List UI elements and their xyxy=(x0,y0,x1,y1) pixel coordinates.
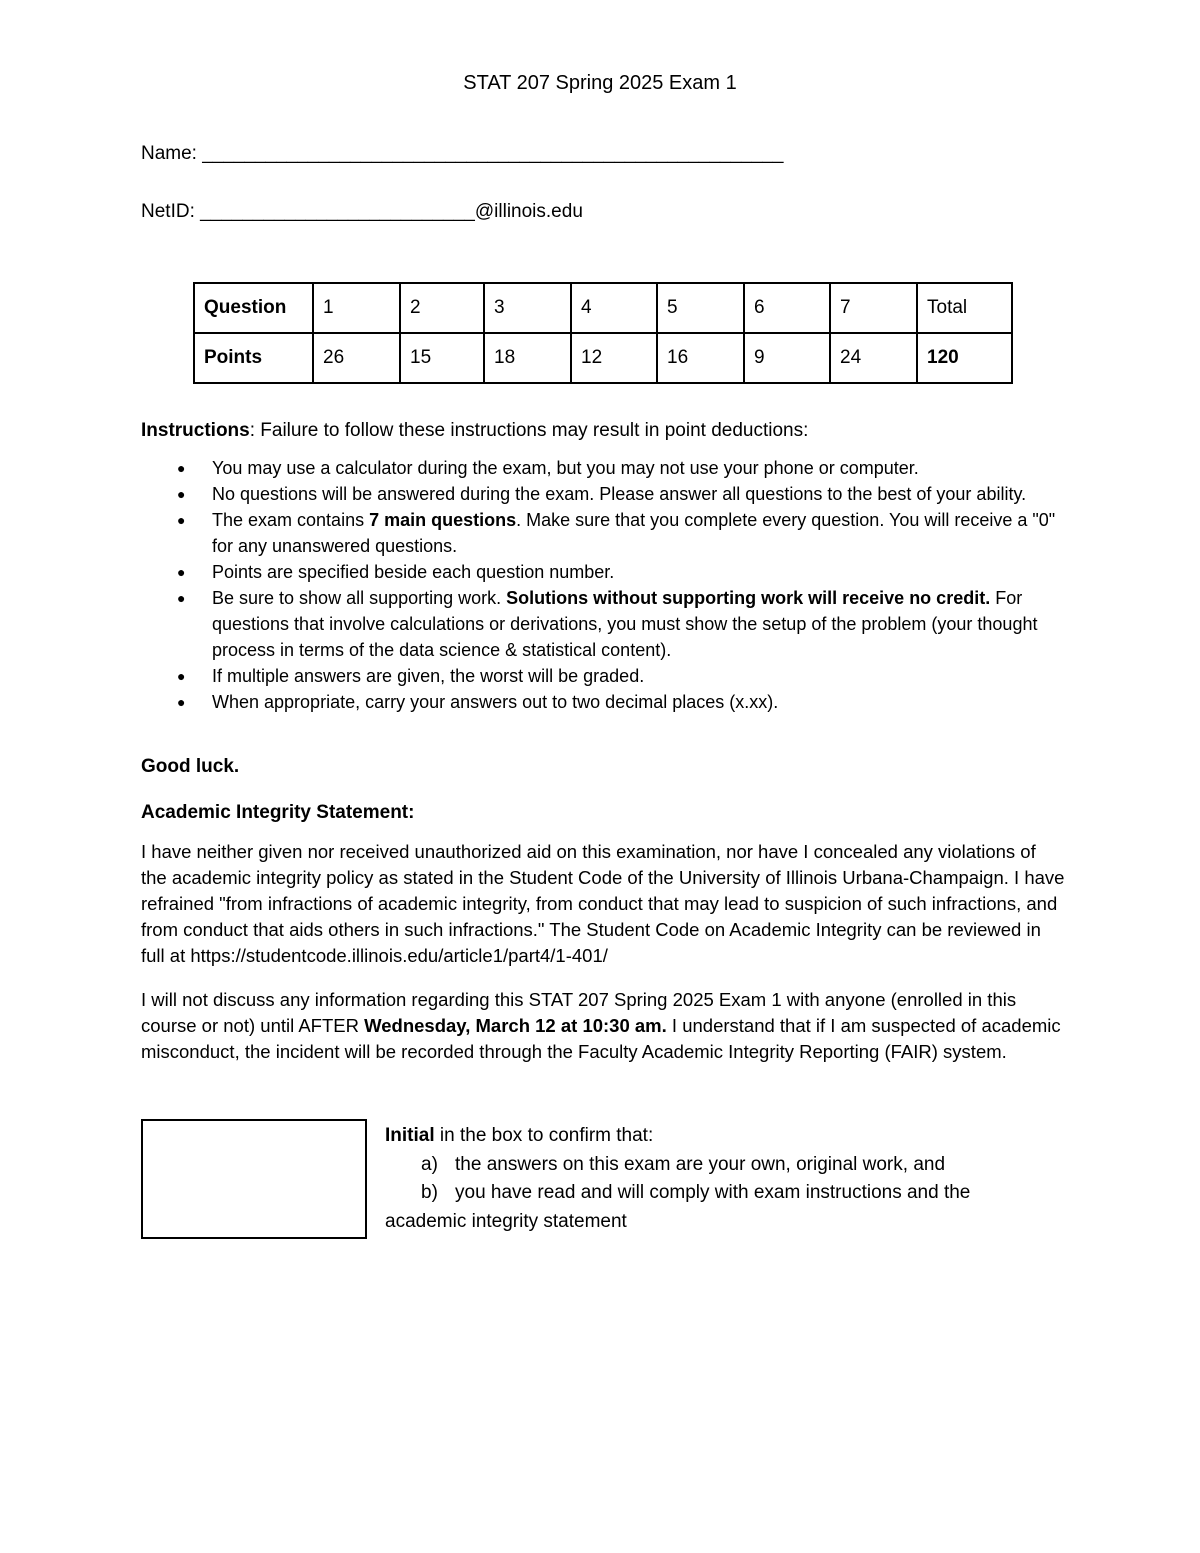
instructions-heading xyxy=(141,420,808,442)
bullet-icon: ● xyxy=(177,694,186,710)
good-luck-text: Good luck. xyxy=(141,756,240,777)
points-cell: 18 xyxy=(484,333,571,383)
item-text: you have read and will comply with exam instructions and the xyxy=(455,1182,971,1203)
instruction-text: When appropriate, carry your answers out to two decimal places (x.xx). xyxy=(212,692,779,712)
bullet-icon: ● xyxy=(177,564,186,580)
instructions-heading-rest: : Failure to follow these instructions may result in point deductions: xyxy=(249,420,809,441)
row-label-points: Points xyxy=(194,333,313,383)
points-table xyxy=(193,282,1013,384)
paragraph-text: I understand that if I am suspected of academic misconduct, the incident will be recorded through the Faculty Academic Integrity Reporting (FAIR) system. xyxy=(141,1015,1061,1062)
exam-title: STAT 207 Spring 2025 Exam 1 xyxy=(463,72,737,94)
list-item xyxy=(141,507,1061,559)
question-cell: 6 xyxy=(744,283,830,333)
instruction-text: Be sure to show all supporting work. xyxy=(212,588,507,608)
bullet-icon: ● xyxy=(177,460,186,476)
instruction-text: No questions will be answered during the exam. Please answer all questions to the best of your ability. xyxy=(212,484,1027,504)
bullet-icon: ● xyxy=(177,668,186,684)
bullet-icon: ● xyxy=(177,486,186,502)
item-text: the answers on this exam are your own, original work, and xyxy=(455,1153,946,1175)
instruction-text: If multiple answers are given, the worst will be graded. xyxy=(212,666,645,686)
list-item xyxy=(141,559,1061,585)
question-cell: 4 xyxy=(571,283,657,333)
list-item xyxy=(141,455,1061,481)
points-cell: 26 xyxy=(313,333,400,383)
question-cell: 3 xyxy=(484,283,571,333)
points-cell-total: 120 xyxy=(917,333,1012,383)
paragraph-text: I will not discuss any information regarding this STAT 207 Spring 2025 Exam 1 with anyone (enrolled in this course or not) until AFTER xyxy=(141,989,1017,1036)
question-cell: 5 xyxy=(657,283,744,333)
list-item xyxy=(141,481,1061,507)
item-label: b) xyxy=(421,1182,438,1203)
points-cell: 16 xyxy=(657,333,744,383)
question-cell: 1 xyxy=(313,283,400,333)
list-item xyxy=(141,585,1061,663)
question-row xyxy=(194,283,1012,333)
question-cell: 7 xyxy=(830,283,917,333)
netid-suffix: @illinois.edu xyxy=(474,201,583,222)
confirm-item-a xyxy=(385,1151,1065,1180)
points-cell: 12 xyxy=(571,333,657,383)
name-label: Name: xyxy=(141,143,203,164)
question-cell: 2 xyxy=(400,283,484,333)
academic-integrity-paragraph: I have neither given nor received unauthorized aid on this examination, nor have I concealed any violations of the academic integrity policy as stated in the Student Code of the University of Illinois Urbana-Champaign. I have refrained "from infractions of academic integrity, from conduct that may lead to suspicion of such infractions, and from conduct that aids others in such infractions." The Student Code on Academic Integrity can be reviewed in full at https://studentcode.illinois.edu/article1/part4/1-401/ xyxy=(141,841,1065,966)
instruction-emphasis: Solutions without supporting work will receive no credit. xyxy=(506,588,991,608)
initial-bold: Initial xyxy=(385,1125,435,1146)
list-item xyxy=(141,689,1061,715)
confirm-item-b xyxy=(385,1179,1065,1208)
academic-integrity-heading: Academic Integrity Statement: xyxy=(141,802,415,823)
points-cell: 24 xyxy=(830,333,917,383)
confirm-item-continuation: academic integrity statement xyxy=(385,1210,627,1232)
bullet-icon: ● xyxy=(177,512,186,528)
instructions-heading-bold: Instructions xyxy=(141,420,250,441)
netid-field xyxy=(141,201,583,223)
netid-label: NetID: xyxy=(141,201,201,222)
points-cell: 9 xyxy=(744,333,830,383)
name-field xyxy=(141,143,783,165)
initial-rest: in the box to confirm that: xyxy=(434,1125,654,1146)
non-disclosure-paragraph xyxy=(141,987,1066,1065)
instruction-text: You may use a calculator during the exam, but you may not use your phone or computer. xyxy=(212,458,919,478)
name-blank: _______________________________________________________ xyxy=(202,143,784,164)
instruction-text: For questions that involve calculations or derivations, you must show the setup of the problem (your thought process in terms of the data science & statistical content). xyxy=(212,588,1038,660)
row-label-question: Question xyxy=(194,283,313,333)
instruction-text: . Make sure that you complete every question. You will receive a "0" for any unanswered questions. xyxy=(212,510,1056,556)
instruction-emphasis: 7 main questions xyxy=(369,510,517,530)
bullet-icon: ● xyxy=(177,590,186,606)
deadline-emphasis: Wednesday, March 12 at 10:30 am. xyxy=(364,1015,667,1036)
question-cell-total: Total xyxy=(917,283,1012,333)
points-cell: 15 xyxy=(400,333,484,383)
instruction-text: Points are specified beside each question number. xyxy=(212,562,615,582)
initial-box[interactable] xyxy=(141,1119,367,1239)
list-item xyxy=(141,663,1061,689)
instructions-list xyxy=(141,455,1061,715)
points-row xyxy=(194,333,1012,383)
netid-blank: __________________________ xyxy=(200,201,475,222)
initial-heading xyxy=(385,1122,1065,1151)
initial-instructions xyxy=(385,1122,1065,1236)
instruction-text: The exam contains xyxy=(212,510,370,530)
item-label: a) xyxy=(421,1153,438,1175)
